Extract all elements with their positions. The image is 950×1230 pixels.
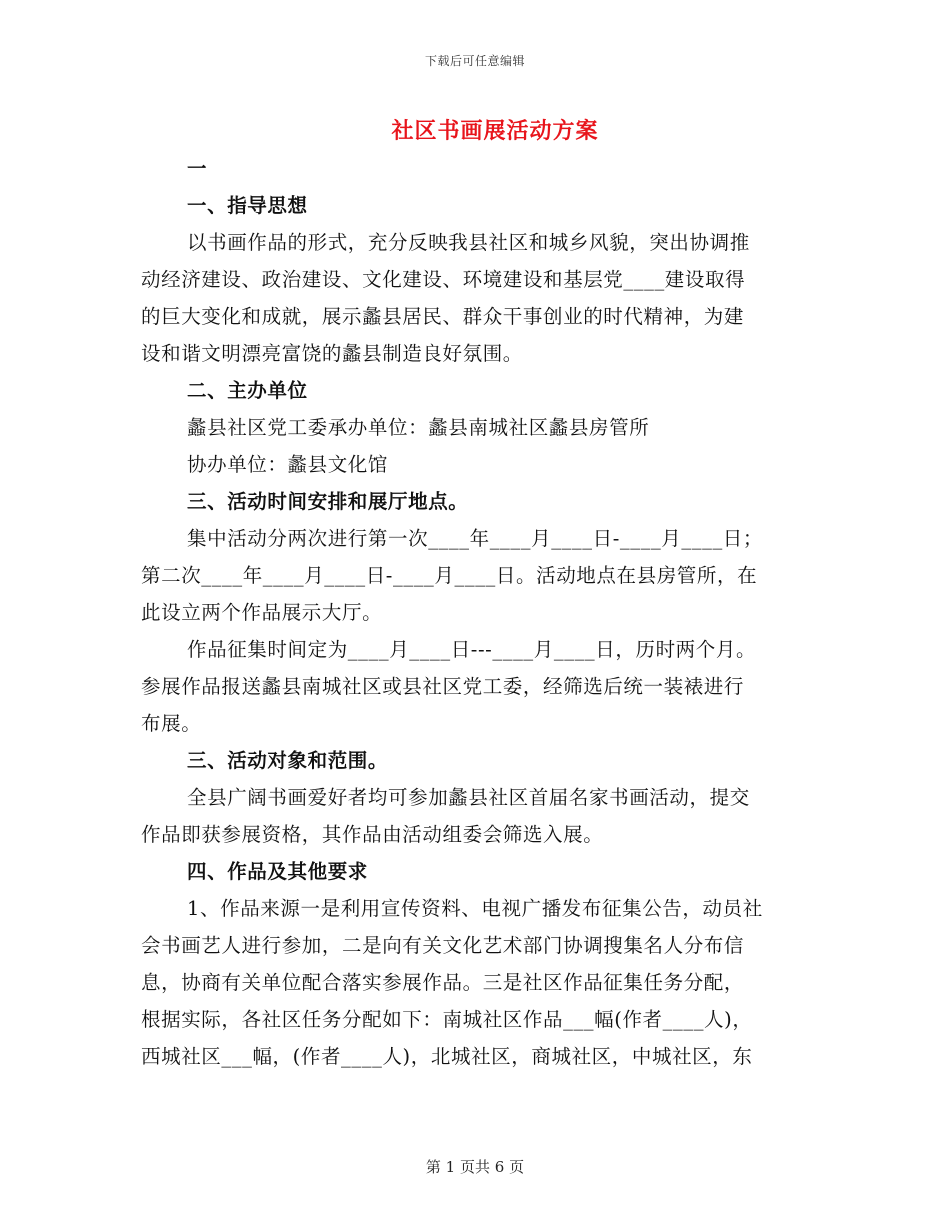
paragraph-line: 1、作品来源一是利用宣传资料、电视广播发布征集公告，动员社 bbox=[187, 897, 763, 920]
paragraph-line: 设和谐文明漂亮富饶的蠡县制造良好氛围。 bbox=[141, 342, 523, 365]
section-heading: 四、作品及其他要求 bbox=[187, 860, 368, 883]
document-title: 社区书画展活动方案 bbox=[391, 118, 599, 144]
page-footer: 第 1 页共 6 页 bbox=[425, 1158, 525, 1176]
paragraph-line: 西城社区___幅，(作者____人)，北城社区，商城社区，中城社区，东 bbox=[141, 1045, 753, 1068]
paragraph-line: 蠡县社区党工委承办单位：蠡县南城社区蠡县房管所 bbox=[187, 416, 650, 439]
paragraph-line: 会书画艺人进行参加，二是向有关文化艺术部门协调搜集名人分布信 bbox=[141, 934, 745, 957]
paragraph-line: 动经济建设、政治建设、文化建设、环境建设和基层党____建设取得 bbox=[141, 268, 746, 291]
document-body bbox=[141, 150, 811, 1075]
paragraph-line: 全县广阔书画爱好者均可参加蠡县社区首届名家书画活动，提交 bbox=[187, 786, 750, 809]
paragraph-line: 以书画作品的形式，充分反映我县社区和城乡风貌，突出协调推 bbox=[187, 231, 750, 254]
paragraph-line: 根据实际，各社区任务分配如下：南城社区作品___幅(作者____人)， bbox=[141, 1008, 753, 1031]
section-heading: 一、指导思想 bbox=[187, 194, 308, 217]
paragraph-line: 第二次____年____月____日-____月____日。活动地点在县房管所，在 bbox=[141, 564, 758, 587]
section-heading: 一 bbox=[187, 157, 208, 180]
section-heading: 二、主办单位 bbox=[187, 379, 308, 402]
paragraph-line: 此设立两个作品展示大厅。 bbox=[141, 601, 383, 624]
paragraph-line: 作品即获参展资格，其作品由活动组委会筛选入展。 bbox=[141, 823, 604, 846]
paragraph-line: 协办单位：蠡县文化馆 bbox=[187, 453, 389, 476]
paragraph-line: 参展作品报送蠡县南城社区或县社区党工委，经筛选后统一装裱进行 bbox=[141, 675, 745, 698]
paragraph-line: 布展。 bbox=[141, 712, 202, 735]
paragraph-line: 作品征集时间定为____月____日---____月____日，历时两个月。 bbox=[187, 638, 757, 661]
section-heading: 三、活动对象和范围。 bbox=[187, 749, 389, 772]
header-note: 下载后可任意编辑 bbox=[424, 54, 525, 68]
paragraph-line: 的巨大变化和成就，展示蠡县居民、群众干事创业的时代精神，为建 bbox=[141, 305, 745, 328]
paragraph-line: 集中活动分两次进行第一次____年____月____日-____月____日； bbox=[187, 527, 763, 550]
paragraph-line: 息，协商有关单位配合落实参展作品。三是社区作品征集任务分配， bbox=[141, 971, 745, 994]
section-heading: 三、活动时间安排和展厅地点。 bbox=[187, 490, 469, 513]
